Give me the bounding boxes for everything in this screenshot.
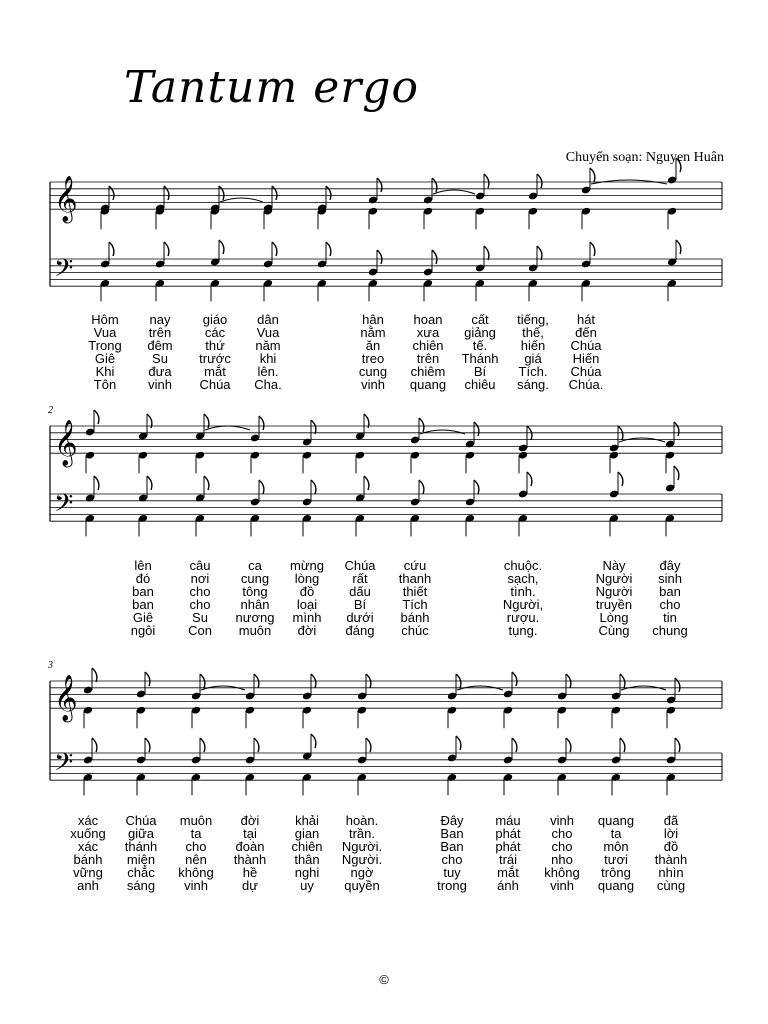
lyric-syllable: khải	[295, 813, 319, 828]
lyric-syllable: cung	[358, 364, 388, 379]
lyric-line	[0, 339, 768, 352]
lyric-syllable: đây	[659, 558, 681, 573]
note-flag	[326, 242, 331, 256]
tie	[205, 426, 250, 430]
lyric-syllable: Tích	[402, 597, 428, 612]
note-flag	[92, 738, 97, 752]
lyric-syllable: Ban	[440, 826, 464, 841]
lyric-syllable: quang	[597, 878, 635, 893]
lyric-syllable: mừng	[290, 558, 324, 573]
lyric-syllable: ánh	[497, 878, 519, 893]
lyric-syllable: miện	[126, 852, 156, 867]
lyric-syllable: xác	[77, 813, 99, 828]
note-flag	[311, 734, 316, 748]
lyric-syllable: muôn	[179, 813, 213, 828]
lyric-syllable: trên	[416, 351, 440, 366]
lyric-syllable: đưa	[148, 364, 172, 379]
lyric-syllable: cho	[185, 839, 207, 854]
note-flag	[272, 242, 277, 256]
system-number: 3	[48, 660, 53, 671]
bass-clef: 𝄢	[54, 489, 74, 524]
lyric-syllable: bánh	[400, 610, 430, 625]
note-flag	[675, 738, 680, 752]
lyric-syllable: Chúa	[199, 377, 231, 392]
lyric-syllable: thánh	[124, 839, 158, 854]
lyric-syllable: Chúa	[570, 338, 602, 353]
lyric-syllable: ngờ	[350, 865, 374, 880]
tie	[220, 198, 263, 202]
note-flag	[474, 422, 479, 436]
lyric-syllable: trong	[437, 878, 467, 893]
lyric-syllable: mình	[292, 610, 322, 625]
lyric-line	[0, 866, 768, 879]
note-flag	[512, 672, 517, 686]
lyric-syllable: lên.	[257, 364, 279, 379]
lyric-syllable: lời	[663, 826, 679, 841]
note-flag	[204, 476, 209, 490]
lyric-syllable: câu	[189, 558, 211, 573]
lyric-syllable: Cùng	[598, 623, 630, 638]
lyric-syllable: trái	[498, 852, 518, 867]
lyric-syllable: năm	[255, 338, 281, 353]
note-flag	[164, 242, 169, 256]
note-flag	[676, 158, 681, 172]
system-number: 2	[48, 405, 53, 416]
lyric-syllable: Trong	[88, 338, 122, 353]
note-flag	[675, 678, 680, 692]
lyric-syllable: tuy	[443, 865, 461, 880]
lyric-syllable: nhìn	[658, 865, 684, 880]
note-flag	[456, 736, 461, 750]
lyric-syllable: mắt	[204, 364, 226, 379]
lyric-syllable: Thánh	[461, 351, 499, 366]
lyric-syllable: chúc	[401, 623, 429, 638]
lyric-syllable: trông	[601, 865, 631, 880]
bass-clef: 𝄢	[54, 254, 74, 289]
lyric-line	[0, 840, 768, 853]
copyright: ©	[379, 972, 389, 987]
lyric-line	[0, 559, 768, 572]
note-flag	[618, 472, 623, 486]
lyrics-system-3	[0, 814, 768, 892]
lyric-syllable: giáo	[202, 312, 228, 327]
lyric-syllable: tế.	[472, 338, 488, 353]
lyric-syllable: giảng	[464, 325, 496, 340]
lyric-syllable: nhân	[240, 597, 270, 612]
lyric-syllable: thành	[233, 852, 267, 867]
lyric-syllable: Bí	[353, 597, 367, 612]
lyric-syllable: thứ	[205, 338, 225, 353]
lyric-syllable: Lòng	[599, 610, 629, 625]
lyric-syllable: tại	[243, 826, 257, 841]
lyric-syllable: rượu.	[506, 610, 540, 625]
lyric-syllable: chắc	[127, 865, 155, 880]
lyric-line	[0, 879, 768, 892]
lyric-syllable: môn	[603, 839, 629, 854]
lyric-syllable: vững	[73, 865, 103, 880]
lyric-syllable: các	[204, 325, 226, 340]
lyric-syllable: ban	[132, 597, 154, 612]
note-flag	[674, 466, 679, 480]
lyric-line	[0, 572, 768, 585]
note-flag	[377, 250, 382, 264]
lyric-syllable: trước	[199, 351, 231, 366]
lyric-syllable: tông	[242, 584, 268, 599]
lyric-syllable: Người,	[502, 597, 544, 612]
lyric-syllable: hoàn.	[345, 813, 379, 828]
note-flag	[145, 738, 150, 752]
lyric-syllable: Vua	[256, 325, 280, 340]
lyric-syllable: không	[544, 865, 580, 880]
note-flag	[254, 738, 259, 752]
lyrics-system-1	[0, 313, 768, 391]
note-flag	[377, 178, 382, 192]
lyric-syllable: trần.	[348, 826, 376, 841]
lyric-syllable: Giê	[94, 351, 116, 366]
lyric-syllable: rất	[352, 571, 368, 586]
lyric-syllable: Người.	[341, 839, 383, 854]
lyric-syllable: xác	[77, 839, 99, 854]
lyric-syllable: tụng.	[508, 623, 538, 638]
lyric-syllable: tin	[663, 610, 677, 625]
lyric-syllable: giá	[524, 351, 542, 366]
lyric-syllable: ngôi	[130, 623, 156, 638]
lyric-syllable: Người	[595, 584, 633, 599]
lyric-syllable: Cha.	[254, 377, 282, 392]
lyric-syllable: ban	[132, 584, 154, 599]
lyric-syllable: đã	[663, 813, 679, 828]
lyric-syllable: tươi	[604, 852, 628, 867]
lyric-syllable: chiên	[412, 338, 444, 353]
lyric-syllable: Người.	[341, 852, 383, 867]
note-flag	[366, 738, 371, 752]
lyric-syllable: vinh	[148, 377, 172, 392]
lyric-syllable: quyền	[344, 878, 380, 893]
note-flag	[484, 246, 489, 260]
lyric-syllable: nên	[185, 852, 207, 867]
note-flag	[474, 480, 479, 494]
lyric-syllable: lòng	[294, 571, 320, 586]
note-flag	[419, 480, 424, 494]
lyric-syllable: đó	[135, 571, 151, 586]
lyric-syllable: Khi	[95, 364, 115, 379]
lyric-syllable: nho	[551, 852, 573, 867]
lyric-syllable: Tôn	[93, 377, 117, 392]
lyric-syllable: cất	[471, 312, 489, 327]
lyric-syllable: dân	[257, 312, 279, 327]
lyric-syllable: cho	[189, 597, 211, 612]
lyric-syllable: anh	[77, 878, 99, 893]
lyric-syllable: dự	[242, 878, 258, 893]
lyric-syllable: khi	[259, 351, 277, 366]
note-flag	[676, 240, 681, 254]
lyric-syllable: cho	[189, 584, 211, 599]
lyric-syllable: cung	[240, 571, 270, 586]
lyric-syllable: quang	[409, 377, 447, 392]
lyric-line	[0, 624, 768, 637]
lyric-syllable: cùng	[656, 878, 686, 893]
lyrics-system-2	[0, 559, 768, 637]
lyric-syllable: uy	[300, 878, 314, 893]
lyric-syllable: sinh	[658, 571, 682, 586]
lyric-syllable: phát	[495, 826, 521, 841]
lyric-syllable: Chúa	[570, 364, 602, 379]
lyric-line	[0, 378, 768, 391]
lyric-syllable: Bí	[473, 364, 487, 379]
note-flag	[311, 420, 316, 434]
note-flag	[145, 672, 150, 686]
lyric-syllable: cho	[551, 826, 573, 841]
note-flag	[92, 668, 97, 682]
lyric-syllable: xưa	[416, 325, 440, 340]
note-flag	[590, 242, 595, 256]
lyric-syllable: thành	[654, 852, 688, 867]
lyric-syllable: hoan	[413, 312, 443, 327]
lyric-syllable: dưới	[346, 610, 374, 625]
lyric-syllable: Chúa	[344, 558, 376, 573]
lyric-syllable: vinh	[550, 813, 574, 828]
note-flag	[94, 476, 99, 490]
note-flag	[674, 422, 679, 436]
lyric-syllable: quang	[597, 813, 635, 828]
note-flag	[432, 178, 437, 192]
lyric-syllable: chiêu	[464, 377, 496, 392]
lyric-syllable: thế,	[522, 325, 544, 340]
page-title: Tantum ergo	[124, 62, 419, 113]
lyric-syllable: đáng	[345, 623, 375, 638]
lyric-syllable: đời	[240, 813, 260, 828]
note-flag	[566, 738, 571, 752]
lyric-syllable: Con	[188, 623, 212, 638]
lyric-syllable: cho	[551, 839, 573, 854]
lyric-syllable: xuống	[70, 826, 106, 841]
lyric-syllable: muôn	[238, 623, 272, 638]
lyric-syllable: lên	[134, 558, 152, 573]
note-flag	[147, 476, 152, 490]
note-flag	[537, 246, 542, 260]
note-flag	[94, 410, 99, 424]
note-flag	[364, 476, 369, 490]
lyric-syllable: đời	[297, 623, 317, 638]
lyric-syllable: sáng	[126, 878, 156, 893]
lyric-syllable: Đây	[440, 813, 464, 828]
lyric-syllable: ăn	[365, 338, 381, 353]
lyric-syllable: giữa	[127, 826, 155, 841]
lyric-syllable: vinh	[550, 878, 574, 893]
lyric-syllable: chung	[652, 623, 688, 638]
lyric-syllable: nay	[149, 312, 171, 327]
lyric-syllable: ta	[610, 826, 622, 841]
lyric-syllable: trên	[148, 325, 172, 340]
lyric-syllable: Vua	[93, 325, 117, 340]
treble-clef: 𝄞	[54, 420, 78, 466]
lyric-syllable: hát	[576, 312, 596, 327]
lyric-line	[0, 853, 768, 866]
note-flag	[537, 174, 542, 188]
lyric-syllable: treo	[361, 351, 385, 366]
composer-credit: Chuyển soạn: Nguyen Huân	[565, 150, 724, 165]
note-flag	[432, 250, 437, 264]
note-flag	[272, 186, 277, 200]
bass-clef: 𝄢	[54, 748, 74, 783]
lyric-syllable: tình.	[510, 584, 536, 599]
tie	[420, 430, 465, 434]
lyric-syllable: mắt	[497, 865, 519, 880]
note-flag	[311, 480, 316, 494]
lyric-syllable: đêm	[147, 338, 173, 353]
lyric-syllable: chiên	[291, 839, 323, 854]
note-flag	[590, 168, 595, 182]
lyric-syllable: Hiến	[572, 351, 600, 366]
lyric-syllable: sạch,	[507, 571, 539, 586]
note-flag	[484, 174, 489, 188]
lyric-syllable: tiếng,	[517, 312, 549, 327]
lyric-syllable: không	[178, 865, 214, 880]
lyric-syllable: nghi	[294, 865, 320, 880]
lyric-syllable: Hôm	[91, 312, 119, 327]
lyric-syllable: đến	[575, 325, 597, 340]
lyric-syllable: gian	[294, 826, 320, 841]
note-flag	[109, 242, 114, 256]
lyric-syllable: Giê	[132, 610, 154, 625]
lyric-line	[0, 598, 768, 611]
lyric-syllable: hề	[242, 865, 258, 880]
lyric-syllable: chuộc.	[503, 558, 543, 573]
lyric-syllable: nương	[235, 610, 275, 625]
lyric-syllable: thân	[294, 852, 320, 867]
note-flag	[419, 418, 424, 432]
lyric-syllable: loại	[296, 597, 318, 612]
lyric-syllable: Này	[602, 558, 626, 573]
lyric-line	[0, 585, 768, 598]
lyric-syllable: thiết	[402, 584, 428, 599]
lyric-syllable: truyền	[595, 597, 633, 612]
lyric-syllable: Su	[152, 351, 168, 366]
lyric-syllable: nằm	[360, 325, 386, 340]
lyric-syllable: cứu	[403, 558, 427, 573]
treble-clef: 𝄞	[54, 176, 78, 222]
treble-clef: 𝄞	[54, 675, 78, 721]
note-flag	[512, 738, 517, 752]
lyric-syllable: ca	[248, 558, 262, 573]
lyric-syllable: Su	[192, 610, 208, 625]
note-flag	[326, 186, 331, 200]
lyric-syllable: hân	[362, 312, 384, 327]
lyric-syllable: đoàn	[235, 839, 265, 854]
lyric-syllable: Chúa.	[568, 377, 604, 392]
lyric-syllable: ta	[190, 826, 202, 841]
lyric-syllable: chiêm	[410, 364, 446, 379]
lyric-syllable: dấu	[349, 584, 371, 599]
note-flag	[164, 186, 169, 200]
lyric-syllable: Tích.	[518, 364, 548, 379]
note-flag	[259, 416, 264, 430]
lyric-syllable: bánh	[73, 852, 103, 867]
lyric-syllable: sáng.	[517, 377, 549, 392]
lyric-syllable: phát	[495, 839, 521, 854]
lyric-syllable: vinh	[361, 377, 385, 392]
note-flag	[219, 240, 224, 254]
lyric-syllable: Chúa	[125, 813, 157, 828]
lyric-syllable: cho	[441, 852, 463, 867]
lyric-syllable: đồ	[663, 839, 679, 854]
lyric-syllable: Ban	[440, 839, 464, 854]
tie	[433, 190, 475, 194]
lyric-syllable: vinh	[184, 878, 208, 893]
lyric-syllable: Người	[595, 571, 633, 586]
lyric-syllable: cho	[659, 597, 681, 612]
note-flag	[620, 738, 625, 752]
lyric-syllable: đồ	[299, 584, 315, 599]
note-flag	[109, 186, 114, 200]
lyric-line	[0, 814, 768, 827]
note-flag	[527, 472, 532, 486]
lyric-syllable: ban	[659, 584, 681, 599]
lyric-line	[0, 827, 768, 840]
note-flag	[200, 738, 205, 752]
lyric-syllable: máu	[495, 813, 521, 828]
lyric-syllable: nơi	[190, 571, 210, 586]
note-flag	[219, 186, 224, 200]
note-flag	[259, 480, 264, 494]
lyric-syllable: thanh	[398, 571, 432, 586]
lyric-syllable: hiến	[520, 338, 546, 353]
